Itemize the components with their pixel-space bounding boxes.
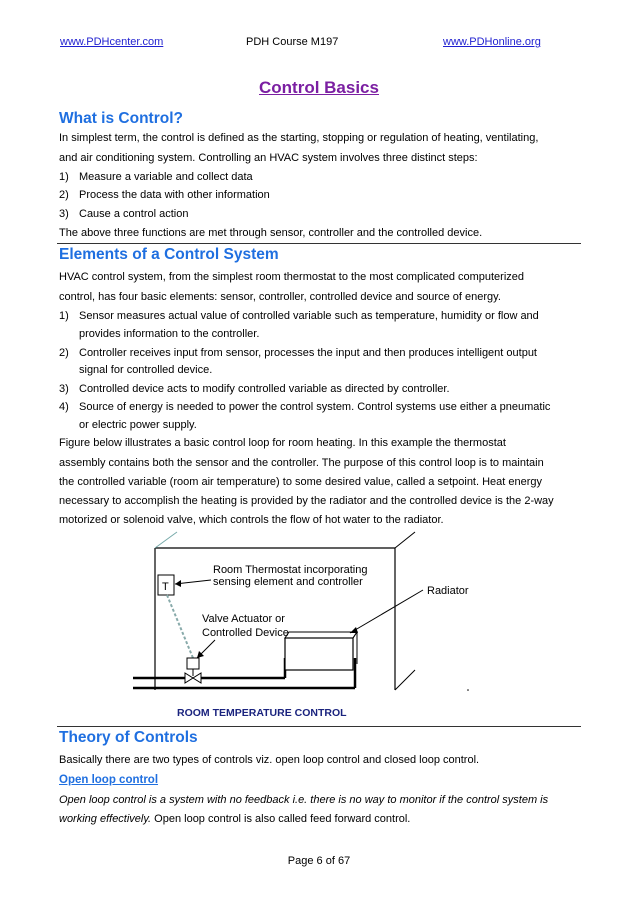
room-perspective-top: [395, 532, 415, 548]
paragraph-line: necessary to accomplish the heating is provided by the radiator and the controlled device is the 2-way: [59, 495, 554, 507]
heading-open-loop-control: Open loop control: [59, 774, 159, 786]
thermostat-wire: [167, 595, 193, 658]
label-valve-line2: Controlled Device: [202, 627, 289, 639]
list-text: signal for controlled device.: [79, 364, 213, 376]
header-link-pdhcenter[interactable]: www.PDHcenter.com: [60, 36, 164, 48]
list-number: 2): [59, 347, 69, 359]
header-link-pdhonline[interactable]: www.PDHonline.org: [443, 36, 541, 48]
list-number: 3): [59, 208, 69, 220]
list-text: provides information to the controller.: [79, 328, 260, 340]
heading-elements: Elements of a Control System: [59, 246, 279, 263]
heading-what-is-control: What is Control?: [59, 110, 183, 127]
paragraph-line-italic: Open loop control is a system with no feedback i.e. there is no way to monitor if the control system is: [59, 794, 549, 806]
section-divider: [57, 726, 581, 727]
list-text: or electric power supply.: [79, 419, 197, 431]
list-number: 4): [59, 401, 69, 413]
label-radiator: Radiator: [427, 585, 469, 597]
plain-text: Open loop control is also called feed forward control.: [151, 813, 411, 825]
stray-dot: [467, 689, 469, 691]
list-number: 1): [59, 171, 69, 183]
paragraph-line: [59, 810, 579, 829]
list-number: 1): [59, 310, 69, 322]
label-valve-line1: Valve Actuator or: [202, 613, 285, 625]
list-text: Cause a control action: [79, 208, 189, 220]
figure-caption: ROOM TEMPERATURE CONTROL: [177, 707, 347, 719]
heading-theory-of-controls: Theory of Controls: [59, 729, 198, 746]
list-number: 3): [59, 383, 69, 395]
list-text: Sensor measures actual value of controlled variable such as temperature, humidity or flow and: [79, 310, 539, 322]
label-thermostat-line1: Room Thermostat incorporating: [213, 564, 368, 576]
radiator-pointer: [350, 590, 423, 633]
radiator-icon: [285, 638, 353, 670]
room-perspective-bottom: [395, 670, 415, 690]
page-title: Control Basics: [259, 78, 379, 97]
radiator-top: [285, 632, 357, 638]
paragraph-line: In simplest term, the control is defined as the starting, stopping or regulation of heating, ventilating,: [59, 132, 539, 144]
italic-text: working effectively.: [59, 813, 152, 825]
list-text: Controlled device acts to modify controlled variable as directed by controller.: [79, 383, 450, 395]
section-divider: [57, 243, 581, 244]
header-course: PDH Course M197: [246, 36, 339, 48]
list-number: 2): [59, 189, 69, 201]
paragraph-line: Figure below illustrates a basic control loop for room heating. In this example the thermostat: [59, 437, 506, 449]
room-temperature-control-diagram: [125, 530, 485, 725]
paragraph-line: HVAC control system, from the simplest room thermostat to the most complicated computerized: [59, 271, 525, 283]
paragraph-line: Basically there are two types of controls viz. open loop control and closed loop control.: [59, 754, 480, 766]
page-number: Page 6 of 67: [287, 855, 351, 867]
list-text: Process the data with other information: [79, 189, 270, 201]
valve-actuator: [187, 658, 199, 669]
paragraph-line: and air conditioning system. Controlling an HVAC system involves three distinct steps:: [59, 152, 478, 164]
paragraph-line: The above three functions are met through sensor, controller and the controlled device.: [59, 227, 483, 239]
list-text: Source of energy is needed to power the control system. Control systems use either a pneumatic: [79, 401, 551, 413]
room-perspective-left: [155, 532, 177, 548]
paragraph-line: motorized or solenoid valve, which controls the flow of hot water to the radiator.: [59, 514, 444, 526]
paragraph-line: the controlled variable (room air temperature) to some desired value, called a setpoint. Heat energy: [59, 476, 543, 488]
thermostat-letter: T: [162, 581, 169, 593]
list-text: Measure a variable and collect data: [79, 171, 253, 183]
label-thermostat-line2: sensing element and controller: [213, 576, 363, 588]
paragraph-line: control, has four basic elements: sensor, controller, controlled device and source of energy.: [59, 291, 501, 303]
paragraph-line: assembly contains both the sensor and the controller. The purpose of this control loop is to maintain: [59, 457, 544, 469]
list-text: Controller receives input from sensor, processes the input and then produces intelligent output: [79, 347, 537, 359]
